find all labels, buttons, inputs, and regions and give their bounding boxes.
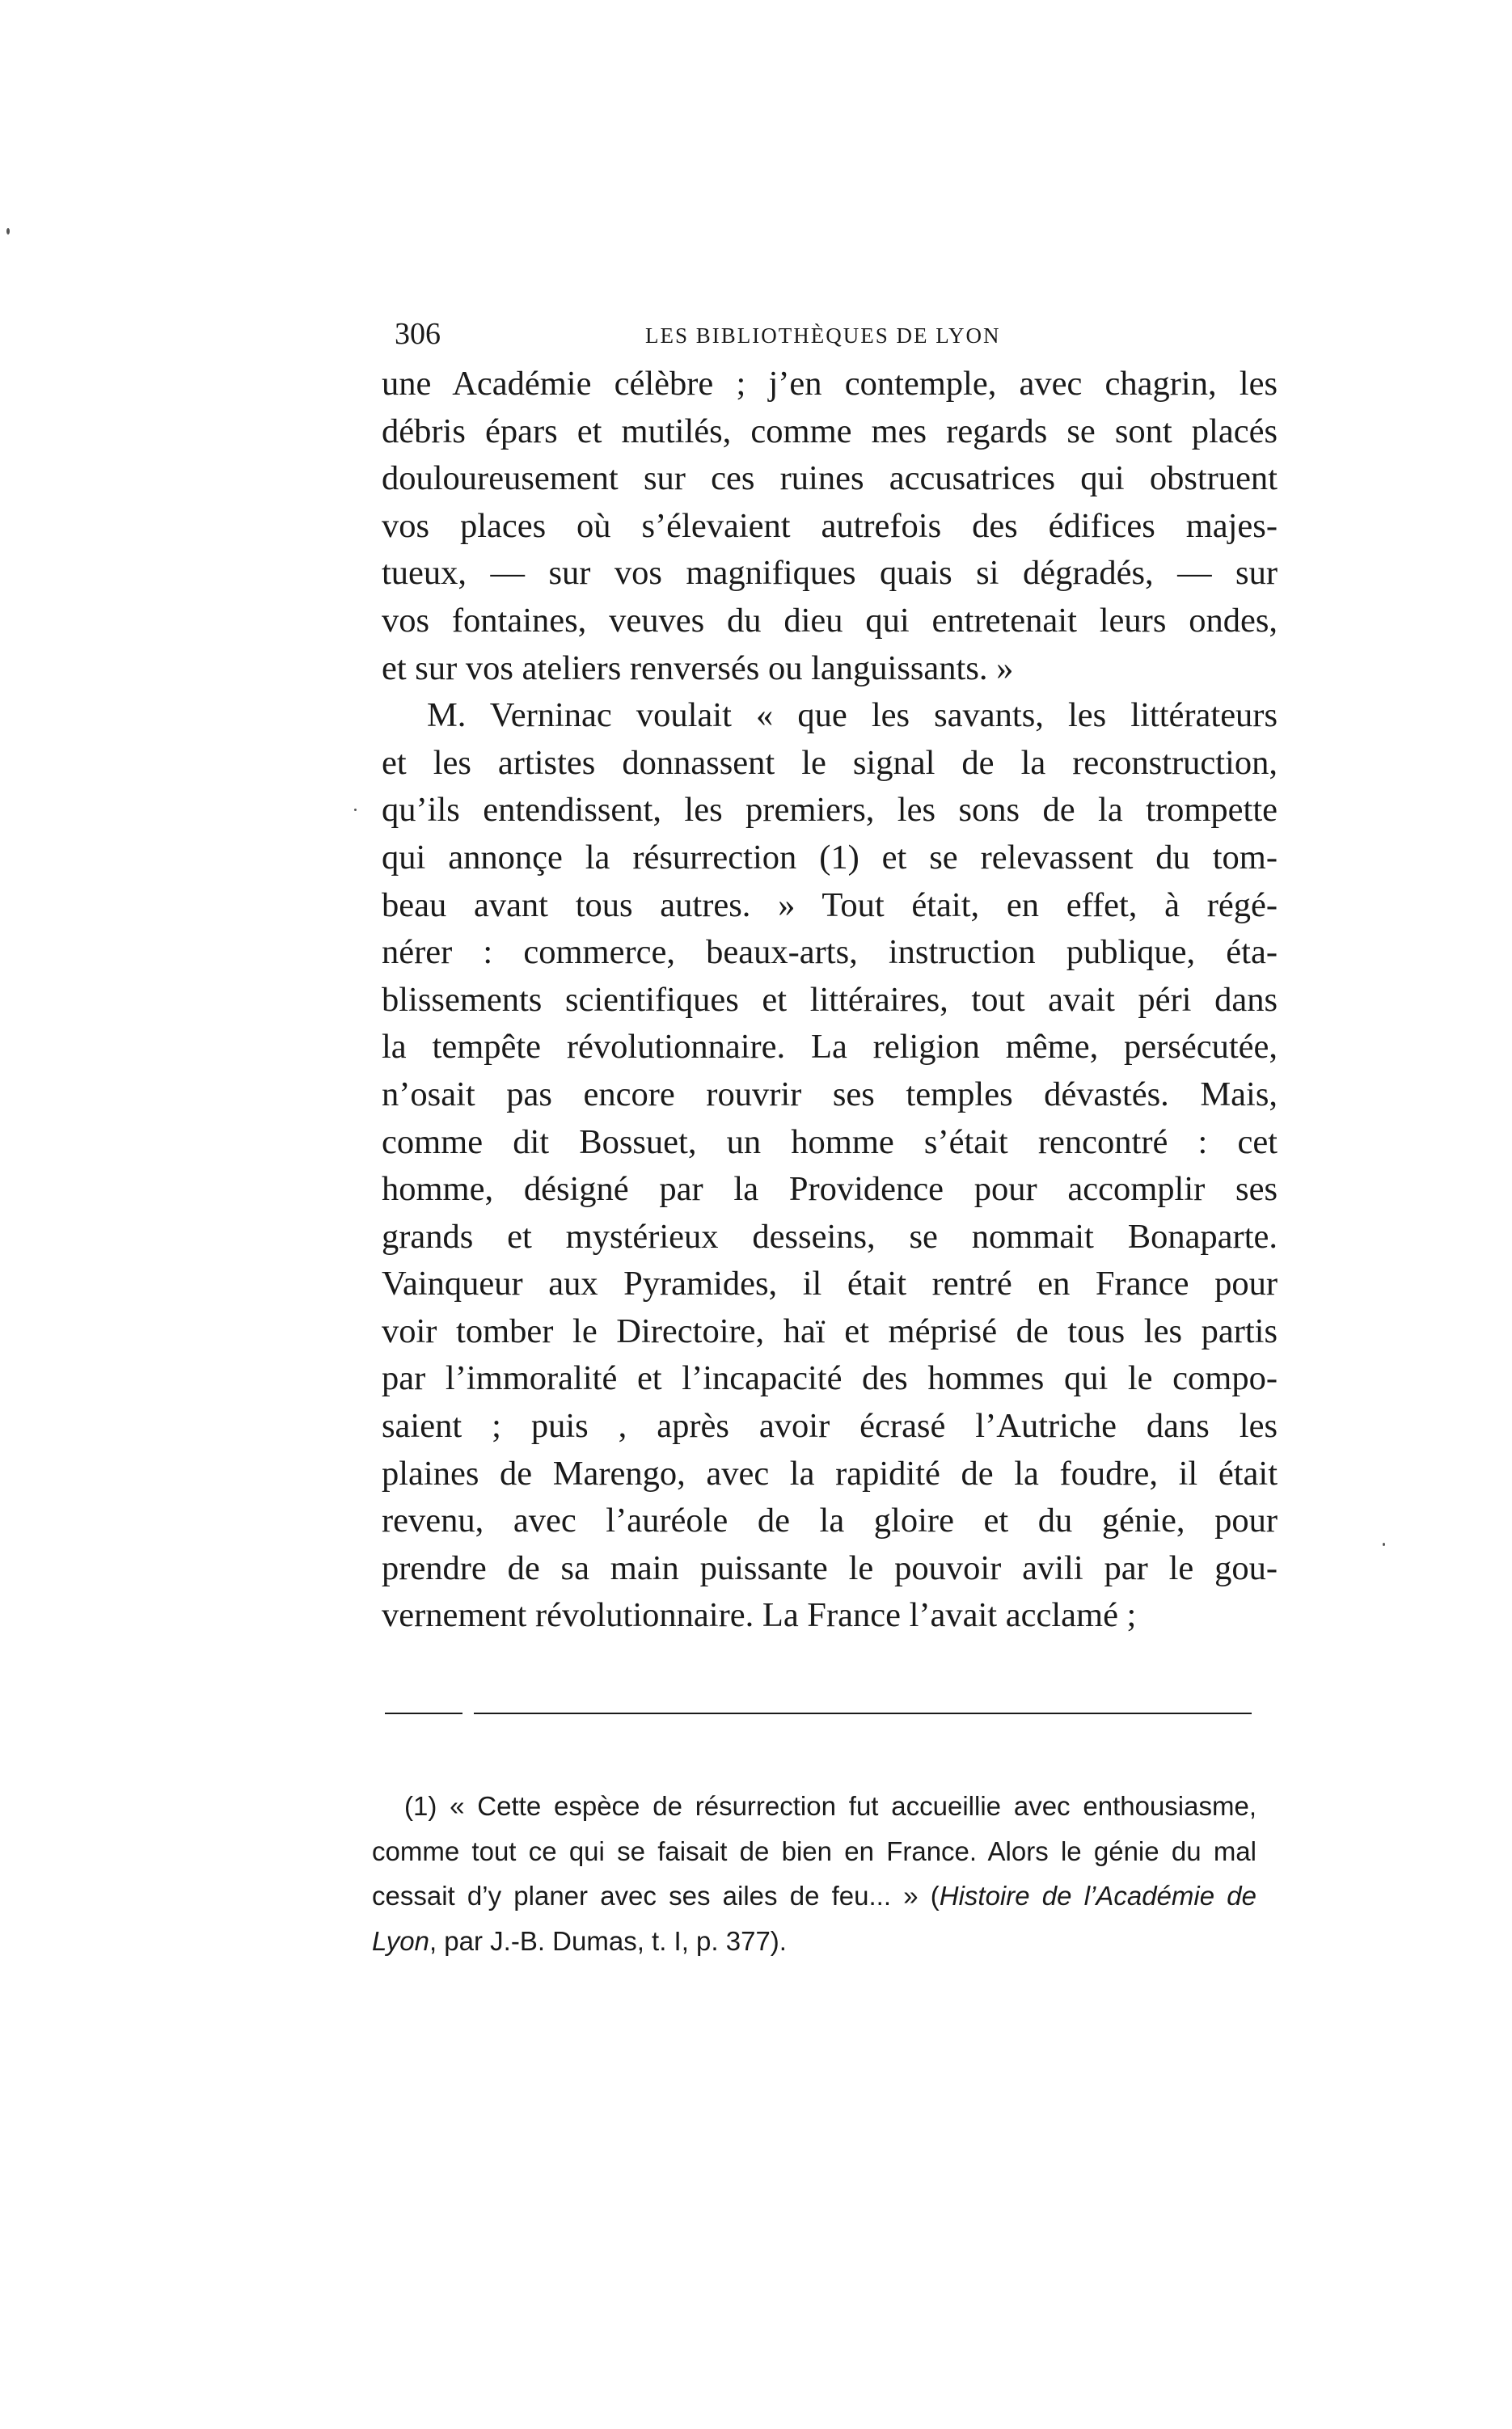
body-line: nérer : commerce, beaux-arts, instruction publique, éta- [382,933,1278,972]
footnote-line: (1) « Cette espèce de résurrection fut accueillie avec enthousiasme, [404,1791,1256,1821]
footnote-separator-short [385,1713,462,1714]
body-line: qu’ils entendissent, les premiers, les sons de la trompette [382,791,1278,830]
body-line: n’osait pas encore rouvrir ses temples dévastés. Mais, [382,1075,1278,1113]
body-line: la tempête révolutionnaire. La religion même, persécutée, [382,1028,1278,1067]
body-line: plaines de Marengo, avec la rapidité de la foudre, il était [382,1454,1278,1493]
body-line: revenu, avec l’auréole de la gloire et du génie, pour [382,1502,1278,1540]
footnote-line [372,1919,1256,1964]
body-line: homme, désigné par la Providence pour accomplir ses [382,1170,1278,1209]
body-line: et sur vos ateliers renversés ou languissants. » [382,648,1014,687]
footnote-text: cessait d’y planer avec ses ailes de feu... » ( [372,1881,940,1911]
footnote-line [372,1873,1256,1919]
running-title: LES BIBLIOTHÈQUES DE LYON [645,323,1001,348]
body-line: M. Verninac voulait « que les savants, les littérateurs [427,696,1278,735]
body-text [382,361,1278,1640]
footnote-line: comme tout ce qui se faisait de bien en France. Alors le génie du mal [372,1835,1256,1866]
body-line: voir tomber le Directoire, haï et méprisé de tous les partis [382,1312,1278,1350]
paper-speck [354,809,357,811]
body-line: par l’immoralité et l’incapacité des hommes qui le compo- [382,1359,1278,1398]
body-line: qui annonçe la résurrection (1) et se relevassent du tom- [382,838,1278,877]
body-line: une Académie célèbre ; j’en contemple, avec chagrin, les [382,365,1278,403]
paper-speck [6,228,10,234]
body-line: vos places où s’élevaient autrefois des édifices majes- [382,506,1278,545]
body-line: blissements scientifiques et littéraires, tout avait péri dans [382,980,1278,1019]
body-line: comme dit Bossuet, un homme s’était rencontré : cet [382,1122,1278,1161]
body-line: prendre de sa main puissante le pouvoir avili par le gou- [382,1548,1278,1587]
body-line: saient ; puis , après avoir écrasé l’Autriche dans les [382,1407,1278,1446]
body-line: vernement révolutionnaire. La France l’avait acclamé ; [382,1596,1137,1635]
paper-speck [1383,1543,1385,1546]
footnote-citation-title: Histoire de l’Académie de [939,1881,1256,1911]
body-line: douloureusement sur ces ruines accusatrices qui obstruent [382,459,1278,498]
running-head [395,314,1300,354]
body-line: vos fontaines, veuves du dieu qui entretenait leurs ondes, [382,601,1278,640]
page-number: 306 [395,317,441,351]
body-line: grands et mystérieux desseins, se nommait Bonaparte. [382,1217,1278,1256]
body-line: et les artistes donnassent le signal de la reconstruction, [382,743,1278,782]
body-line: Vainqueur aux Pyramides, il était rentré en France pour [382,1265,1278,1303]
footnote-text: , par J.-B. Dumas, t. I, p. 377). [429,1925,787,1956]
footnote-citation-title: Lyon [372,1925,429,1956]
footnote-separator-long [474,1713,1252,1714]
body-line: tueux, — sur vos magnifiques quais si dégradés, — sur [382,554,1278,593]
footnote [372,1784,1256,1963]
body-line: débris épars et mutilés, comme mes regards se sont placés [382,412,1278,450]
body-line: beau avant tous autres. » Tout était, en effet, à régé- [382,885,1278,924]
